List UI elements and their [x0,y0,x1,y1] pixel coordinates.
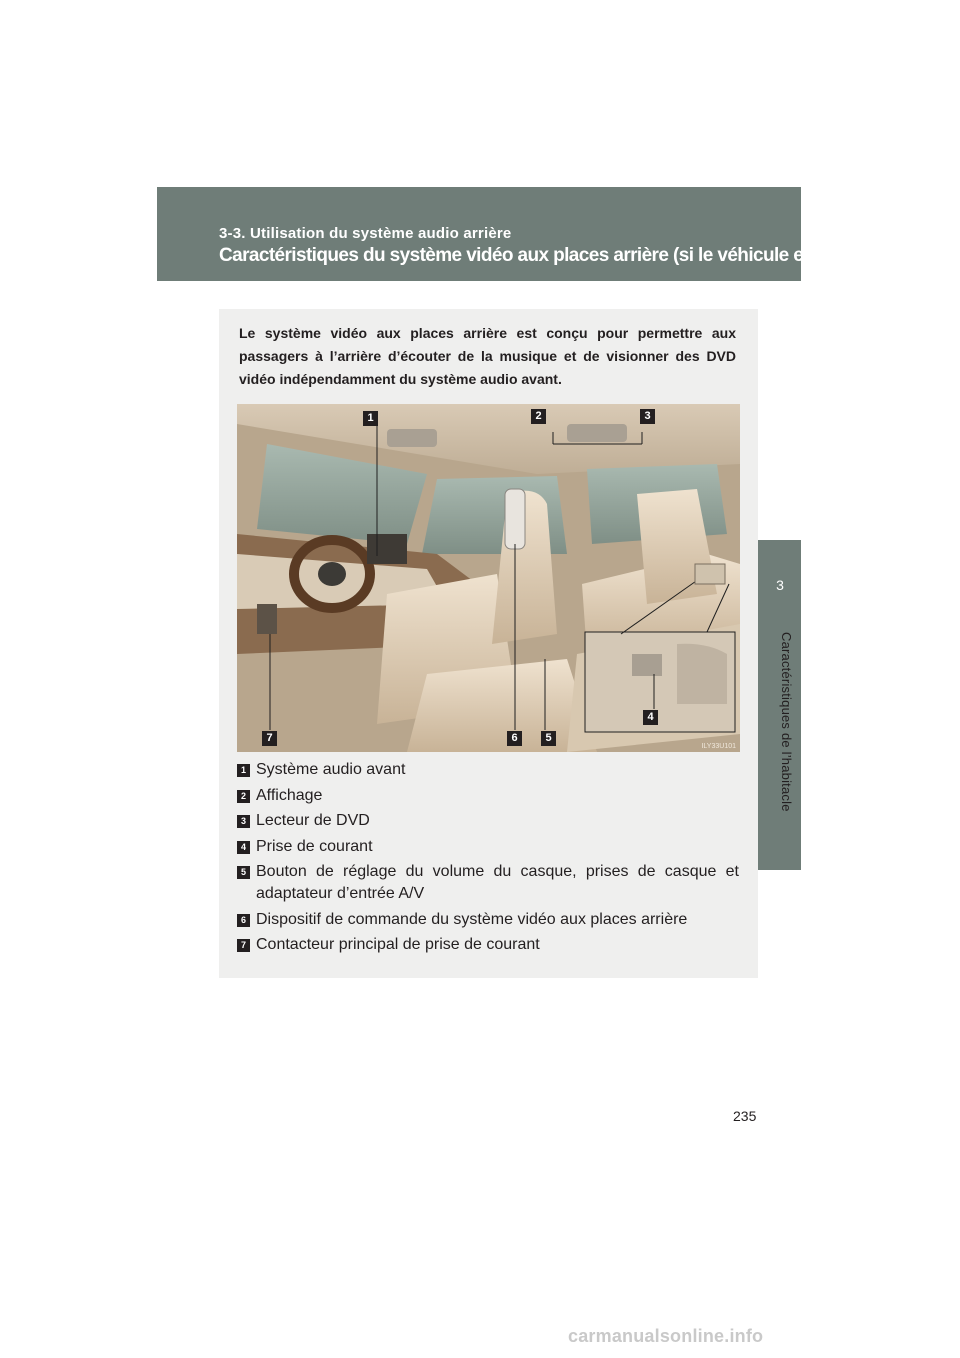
section-heading: 3-3. Utilisation du système audio arrière [219,225,512,242]
legend-label: Contacteur principal de prise de courant [256,936,540,953]
legend-label: Lecteur de DVD [256,812,370,829]
callout-3: 3 [640,409,655,424]
legend-item [237,861,739,905]
chapter-number: 3 [776,577,784,593]
legend-number: 3 [237,815,250,828]
page-number: 235 [733,1108,757,1124]
figure-code: ILY33U101 [701,743,736,750]
page-title: Caractéristiques du système vidéo aux places arrière (si le véhicule en est doté) [219,245,893,266]
legend-item [237,836,739,858]
watermark: carmanualsonline.info [568,1326,764,1346]
page-header [157,187,893,281]
chapter-title: Caractéristiques de l’habitacle [779,632,794,812]
callout-7: 7 [262,731,277,746]
legend-list [237,759,739,960]
legend-item [237,759,739,781]
legend-number: 7 [237,939,250,952]
callout-1: 1 [363,411,378,426]
legend-label: Affichage [256,786,323,804]
legend-label: Système audio avant [256,761,406,778]
legend-item [237,810,739,832]
legend-number: 1 [237,764,250,777]
legend-item [237,934,739,956]
legend-number: 4 [237,841,250,854]
callout-5: 5 [541,731,556,746]
legend-label: Bouton de réglage du volume du casque, prises de casque et adaptateur d’entrée A/V [256,863,739,902]
legend-number: 2 [237,790,250,803]
cabin-image [237,404,740,752]
legend-number: 6 [237,914,250,927]
intro-paragraph: Le système vidéo aux places arrière est conçu pour permettre aux passagers à l’arrière d’écouter de la musique et de visionner des DVD vidéo indépendamment du système audio avant. [239,325,736,387]
callout-2: 2 [531,409,546,424]
legend-label: Dispositif de commande du système vidéo aux places arrière [256,910,688,928]
interior-illustration [237,404,740,752]
callout-6: 6 [507,731,522,746]
legend-item [237,909,739,931]
legend-item [237,785,739,807]
legend-number: 5 [237,866,250,879]
legend-label: Prise de courant [256,837,373,855]
callout-4: 4 [643,710,658,725]
